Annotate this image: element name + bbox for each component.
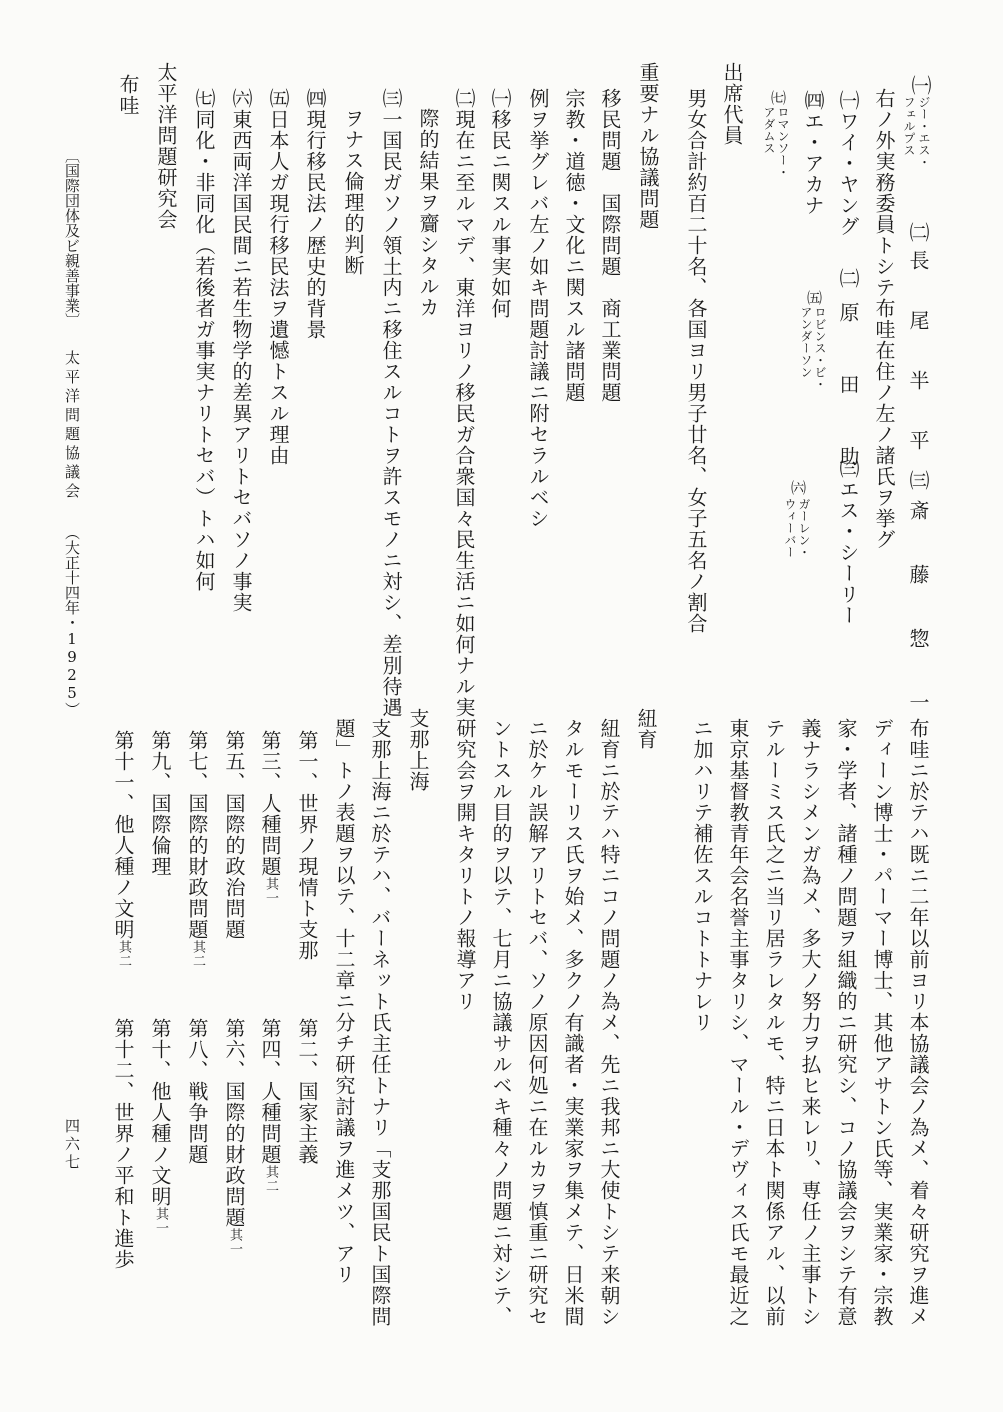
member-1-num: ㈠ (908, 75, 932, 96)
shanghai-para-1: 支那上海ニ於テハ、バーネット氏主任トナリ「支那国民ト国際問 (368, 718, 392, 1327)
issue-item-7: ㈦同化・非同化（若後者ガ事実ナリトセバ）トハ如何 (192, 88, 216, 592)
hawaii-para-5: テルーミス氏之ニ当リ居ラレタルモ、特ニ日本ト関係アル、以前 (762, 718, 786, 1327)
committee-member-young: ㈠ワイ・ヤング (836, 90, 860, 237)
committee-member-6-a: ガーレン・ (797, 498, 811, 558)
chapter-10: 第十、他人種ノ文明其一 (148, 1018, 172, 1235)
issue-item-5: ㈤日本人ガ現行移民法ヲ遺憾トスル理由 (266, 88, 290, 466)
attendees-heading: 出席代員 (720, 62, 744, 146)
chapter-4: 第四、人種問題其二 (258, 1018, 282, 1193)
chapter-9: 第九、国際倫理 (148, 730, 172, 877)
ny-para-4: ントスル目的ヲ以テ、七月ニ協議サルベキ種々ノ問題ニ対シテ、 (489, 718, 513, 1327)
committee-member-5-a: ロビンス・ビ・ (813, 306, 827, 390)
ny-para-2: タルモーリス氏ヲ始メ、多クノ有識者・実業家ヲ集メテ、日米間 (561, 718, 585, 1327)
chapter-6: 第六、国際的財政問題其一 (222, 1018, 246, 1256)
page-number: 四六七 (63, 1118, 81, 1172)
chapter-2: 第二、国家主義 (295, 1018, 319, 1165)
hawaii-para-4: 義ナラシメンガ為メ、多大ノ努力ヲ払ヒ来レリ、専任ノ主事トシ (798, 718, 822, 1327)
committee-line: 右ノ外実務委員トシテ布哇在住ノ左ノ諸氏ヲ挙グ (872, 88, 896, 550)
member-1-name-a: ジー・エス・ (917, 96, 931, 168)
shanghai-para-2: 題」トノ表題ヲ以テ、十二章ニ分チ研究討議ヲ進メツ、アリ (332, 718, 356, 1285)
issues-line-1: 移民問題 国際問題 商工業問題 (598, 88, 622, 403)
member-1-name-b: フェルプス (902, 96, 916, 156)
attendees-text: 男女合計約百二十名、各国ヨリ男子廿名、女子五名ノ割合 (684, 88, 708, 634)
chapter-1: 第一、世界ノ現情ト支那 (295, 730, 319, 961)
chapter-3: 第三、人種問題其一 (258, 730, 282, 905)
chapter-8: 第八、戦争問題 (185, 1018, 209, 1165)
ny-para-5: 研究会ヲ開キタリトノ報導アリ (453, 718, 477, 1012)
hawaii-para-7: ニ加ハリテ補佐スルコトトナレリ (690, 718, 714, 1033)
issues-example: 例ヲ挙グレバ左ノ如キ問題討議ニ附セラルベシ (526, 88, 550, 529)
section-heading: 太平洋問題研究会 (154, 62, 178, 230)
section-subheading-hawaii: 布哇 (116, 74, 140, 116)
issue-item-4: ㈣現行移民法ノ歴史的背景 (303, 88, 327, 340)
member-3: ㈢斎 藤 惣 一 (906, 470, 930, 722)
hawaii-para-6: 東京基督教青年会名誉主事タリシ、マール・デヴィス氏モ最近之 (726, 718, 750, 1327)
chapter-5: 第五、国際的政治問題 (222, 730, 246, 940)
hawaii-para-1: 布哇ニ於テハ既ニ二年以前ヨリ本協議会ノ為メ、着々研究ヲ進メ (906, 718, 930, 1327)
issue-item-2-cont: 際的結果ヲ齎シタルカ (416, 108, 440, 318)
committee-member-7-b: アダムス (762, 106, 776, 154)
hawaii-para-3: 家・学者、諸種ノ問題ヲ組織的ニ研究シ、コノ協議会ヲシテ有意 (834, 718, 858, 1327)
committee-member-6-num: ㈥ (789, 480, 807, 495)
shanghai-heading: 支那上海 (406, 708, 430, 792)
chapter-12: 第十二、世界ノ平和ト進歩 (111, 1018, 135, 1270)
committee-member-seely: ㈢エス・シーリー (836, 458, 860, 626)
issue-item-1: ㈠移民ニ関スル事実如何 (488, 88, 512, 319)
ny-para-3: ニ於ケル誤解アリトセバ、ソノ原因何処ニ在ルカヲ慎重ニ研究セ (525, 718, 549, 1327)
chapter-7: 第七、国際的財政問題其二 (185, 730, 209, 968)
issues-heading: 重要ナル協議問題 (636, 62, 660, 230)
issue-item-3: ㈢一国民ガソノ領土内ニ移住スルコトヲ許スモノニ対シ、差別待遇 (379, 88, 403, 718)
committee-member-7-a: ロマンソー・ (776, 106, 790, 178)
committee-member-5-b: アンダーソン (799, 306, 813, 378)
issue-item-3-cont: ヲナス倫理的判断 (341, 108, 365, 276)
running-head-org: 太平洋問題協議会 (63, 350, 81, 502)
issue-item-6: ㈥東西両洋国民間ニ若生物学的差異アリトセバソノ事実 (229, 88, 253, 613)
chapter-11: 第十一、他人種ノ文明其二 (111, 730, 135, 968)
running-head-year: （大正十四年・1925） (63, 525, 81, 717)
ny-para-1: 紐育ニ於テハ特ニコノ問題ノ為メ、先ニ我邦ニ大使トシテ来朝シ (597, 718, 621, 1327)
hawaii-para-2: ディーン博士・パーマー博士、其他アサトン氏等、実業家・宗教 (870, 718, 894, 1327)
ny-heading: 紐育 (634, 708, 658, 750)
committee-member-harada: ㈡原 田 助 (836, 268, 860, 480)
issues-line-2: 宗教・道徳・文化ニ関スル諸問題 (562, 88, 586, 403)
member-2: ㈡長 尾 半 平 (906, 222, 930, 458)
committee-member-akana: ㈣エ・アカナ (801, 90, 825, 216)
committee-member-7-num: ㈦ (769, 90, 787, 105)
committee-member-6-b: ウィーバー (783, 498, 797, 558)
committee-member-5-num: ㈤ (805, 290, 823, 305)
issue-item-2: ㈡現在ニ至ルマデ、東洋ヨリノ移民ガ合衆国々民生活ニ如何ナル実 (452, 88, 476, 718)
running-head-category: 〔国際団体及ビ親善事業〕 (63, 148, 81, 328)
